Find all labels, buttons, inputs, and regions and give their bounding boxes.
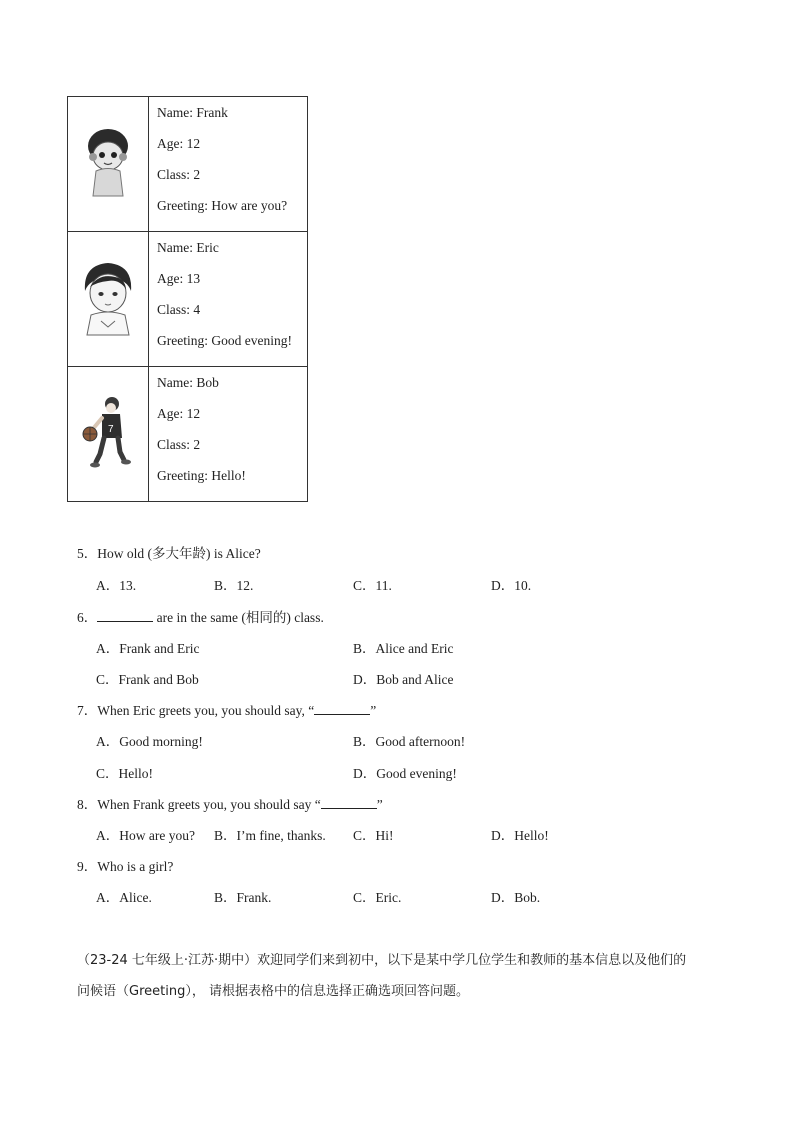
q9-option-c[interactable]: C．Eric. <box>353 890 402 905</box>
q8-stem-pre: 8．When Frank greets you, you should say “ <box>77 797 321 812</box>
boy-basketball-player-icon <box>80 392 136 472</box>
boy-avatar-curly-hair-icon <box>82 122 134 202</box>
q6-option-d[interactable]: D．Bob and Alice <box>353 672 454 687</box>
q6-option-b[interactable]: B．Alice and Eric <box>353 641 454 656</box>
person-greeting: Greeting: Hello! <box>157 468 246 483</box>
q6-stem-post: are in the same (相同的) class. <box>153 610 324 625</box>
boy-avatar-anime-icon <box>75 257 141 337</box>
q7-stem-pre: 7．When Eric greets you, you should say, “ <box>77 703 315 718</box>
avatar-cell <box>68 97 149 232</box>
question-9: 9．Who is a girl? <box>77 859 174 874</box>
person-greeting: Greeting: Good evening! <box>157 333 292 348</box>
q6-option-c[interactable]: C．Frank and Bob <box>96 672 199 687</box>
person-age: Age: 12 <box>157 136 201 151</box>
person-class: Class: 2 <box>157 437 201 452</box>
q7-option-c[interactable]: C．Hello! <box>96 766 153 781</box>
q7-option-a[interactable]: A．Good morning! <box>96 734 203 749</box>
q5-option-a[interactable]: A．13. <box>96 578 137 593</box>
table-row <box>68 232 308 367</box>
q8-option-a[interactable]: A．How are you? <box>96 828 195 843</box>
person-age: Age: 12 <box>157 406 201 421</box>
person-name: Name: Bob <box>157 375 219 390</box>
q8-option-b[interactable]: B．I’m fine, thanks. <box>214 828 326 843</box>
q6-stem-pre: 6． <box>77 610 98 625</box>
person-age: Age: 13 <box>157 271 201 286</box>
avatar-cell <box>68 367 149 502</box>
q8-stem-post: ” <box>376 797 383 812</box>
table-row <box>68 97 308 232</box>
person-details <box>149 97 308 232</box>
avatar-cell <box>68 232 149 367</box>
person-class: Class: 2 <box>157 167 201 182</box>
q8-option-c[interactable]: C．Hi! <box>353 828 394 843</box>
q5-option-c[interactable]: C．11. <box>353 578 392 593</box>
q8-option-d[interactable]: D．Hello! <box>491 828 549 843</box>
answer-blank[interactable] <box>314 702 370 715</box>
q5-option-b[interactable]: B．12. <box>214 578 254 593</box>
q9-option-d[interactable]: D．Bob. <box>491 890 541 905</box>
answer-blank[interactable] <box>97 609 153 622</box>
person-details <box>149 367 308 502</box>
person-class: Class: 4 <box>157 302 201 317</box>
table-row <box>68 367 308 502</box>
question-7 <box>77 699 376 719</box>
question-8 <box>77 793 383 813</box>
answer-blank[interactable] <box>321 796 377 809</box>
person-name: Name: Frank <box>157 105 228 120</box>
question-6 <box>77 606 324 626</box>
section-intro-line-1: （23-24 七年级上·江苏·期中）欢迎同学们来到初中，以下是某中学几位学生和教师的基本信息以及他们的 <box>77 953 687 968</box>
person-name: Name: Eric <box>157 240 219 255</box>
student-info-table <box>67 96 308 502</box>
q7-option-b[interactable]: B．Good afternoon! <box>353 734 466 749</box>
q7-option-d[interactable]: D．Good evening! <box>353 766 457 781</box>
person-details <box>149 232 308 367</box>
q9-option-b[interactable]: B．Frank. <box>214 890 272 905</box>
svg-text:7: 7 <box>108 423 114 435</box>
q7-stem-post: ” <box>370 703 377 718</box>
q6-option-a[interactable]: A．Frank and Eric <box>96 641 200 656</box>
section-intro-line-2: 问候语（Greeting）， 请根据表格中的信息选择正确选项回答问题。 <box>77 984 469 999</box>
person-greeting: Greeting: How are you? <box>157 198 288 213</box>
question-5: 5．How old (多大年龄) is Alice? <box>77 546 261 561</box>
q9-option-a[interactable]: A．Alice. <box>96 890 152 905</box>
q5-option-d[interactable]: D．10. <box>491 578 532 593</box>
